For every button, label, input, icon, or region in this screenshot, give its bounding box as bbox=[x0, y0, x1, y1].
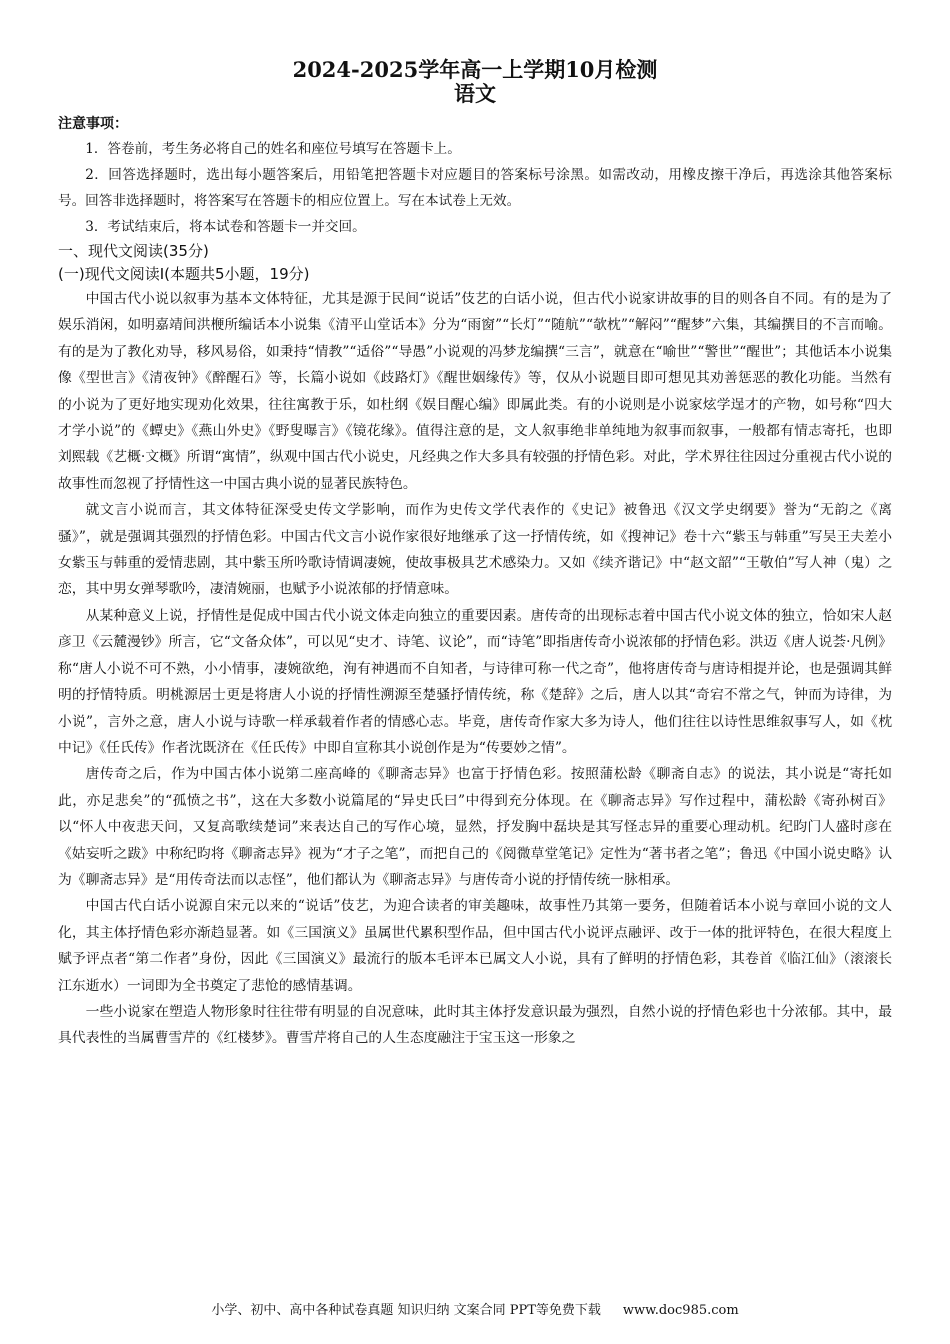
passage-paragraph: 从某种意义上说，抒情性是促成中国古代小说文体走向独立的重要因素。唐传奇的出现标志着中国古代小说文体的独立，恰如宋人赵彦卫《云麓漫钞》所言，它“文备众体”，可以见“史才、诗笔、议论”，而“诗笔”即指唐传奇小说浓郁的抒情色彩。洪迈《唐人说荟·凡例》称“唐人小说不可不熟，小小情事，凄婉欲绝，洵有神遇而不自知者，与诗律可称一代之奇”，他将唐传奇与唐诗相提并论，也是强调其鲜明的抒情特质。明桃源居士更是将唐人小说的抒情性溯源至楚骚抒情传统，称《楚辞》之后，唐人以其“奇宕不常之气，钟而为诗律，为小说”，言外之意，唐人小说与诗歌一样承载着作者的情感心志。毕竟，唐传奇作家大多为诗人，他们往往以诗性思维叙事写人，如《枕中记》《任氏传》作者沈既济在《任氏传》中即自宣称其小说创作是为“传要妙之情”。 bbox=[58, 607, 892, 756]
passage-paragraph: 中国古代白话小说源自宋元以来的“说话”伎艺，为迎合读者的审美趣味，故事性乃其第一要务，但随着话本小说与章回小说的文人化，其主体抒情色彩亦渐趋显著。如《三国演义》虽属世代累积型作品，但中国古代小说评点融评、改于一体的批评特色，在很大程度上赋予评点者“第二作者”身份，因此《三国演义》最流行的版本毛评本已属文人小说，具有了鲜明的抒情色彩，其卷首《临江仙》（滚滚长江东逝水）一词即为全书奠定了悲怆的感情基调。 bbox=[58, 898, 892, 994]
exam-page bbox=[58, 58, 892, 1052]
subsection-heading: (一)现代文阅读Ⅰ(本题共5小题，19分) bbox=[58, 265, 310, 283]
notice-item: 3．考试结束后，将本试卷和答题卡一并交回。 bbox=[85, 219, 366, 235]
notice-block bbox=[58, 112, 892, 240]
exam-subject: 语文 bbox=[454, 81, 496, 106]
notice-item: 2．回答选择题时，选出每小题答案后，用铅笔把答题卡对应题目的答案标号涂黑。如需改动，用橡皮擦干净后，再选涂其他答案标号。回答非选择题时，将答案写在答题卡的相应位置上。写在本试卷上无效。 bbox=[58, 167, 892, 209]
reading-passage bbox=[58, 286, 892, 1052]
exam-title: 2024-2025学年高一上学期10月检测 bbox=[292, 57, 658, 82]
footer-url[interactable]: www.doc985.com bbox=[622, 1303, 739, 1318]
passage-paragraph: 一些小说家在塑造人物形象时往往带有明显的自况意味，此时其主体抒发意识最为强烈，自然小说的抒情色彩也十分浓郁。其中，最具代表性的当属曹雪芹的《红楼梦》。曹雪芹将自己的人生态度融注于宝玉这一形象之 bbox=[58, 1003, 892, 1047]
section-heading: 一、现代文阅读(35分) bbox=[58, 242, 209, 260]
page-footer bbox=[0, 1302, 950, 1320]
notice-item: 1．答卷前，考生务必将自己的姓名和座位号填写在答题卡上。 bbox=[85, 141, 461, 157]
notice-heading: 注意事项： bbox=[58, 116, 128, 132]
passage-paragraph: 中国古代小说以叙事为基本文体特征，尤其是源于民间“说话”伎艺的白话小说，但古代小说家讲故事的目的则各自不同。有的是为了娱乐消闲，如明嘉靖间洪楩所编话本小说集《清平山堂话本》分为“雨窗”“长灯”“随航”“欹枕”“解闷”“醒梦”六集，其编撰目的不言而喻。有的是为了教化劝导，移风易俗，如秉持“情教”“适俗”“导愚”小说观的冯梦龙编撰“三言”，就意在“喻世”“警世”“醒世”；其他话本小说集像《型世言》《清夜钟》《醉醒石》等，长篇小说如《歧路灯》《醒世姻缘传》等，仅从小说题目即可想见其劝善惩恶的教化功能。当然有的小说为了更好地实现劝化效果，往往寓教于乐，如杜纲《娱目醒心编》即属此类。有的小说则是小说家炫学逞才的产物，如号称“四大才学小说”的《蟫史》《燕山外史》《野叟曝言》《镜花缘》。值得注意的是，文人叙事绝非单纯地为叙事而叙事，一般都有情志寄托，也即刘熙载《艺概·文概》所谓“寓情”，纵观中国古代小说史，凡经典之作大多具有较强的抒情色彩。对此，学术界往往因过分重视古代小说的故事性而忽视了抒情性这一中国古典小说的显著民族特色。 bbox=[58, 291, 892, 492]
footer-text: 小学、初中、高中各种试卷真题 知识归纳 文案合同 PPT等免费下载 bbox=[211, 1303, 601, 1318]
passage-paragraph: 就文言小说而言，其文体特征深受史传文学影响，而作为史传文学代表作的《史记》被鲁迅《汉文学史纲要》誉为“无韵之《离骚》”，就是强调其强烈的抒情色彩。中国古代文言小说作家很好地继承了这一抒情传统，如《搜神记》卷十六“紫玉与韩重”写吴王夫差小女紫玉与韩重的爱情悲剧，其中紫玉所吟歌诗情调凄婉，使故事极具艺术感染力。又如《续齐谐记》中“赵文韶”“王敬伯”写人神（鬼）之恋，其中男女弹琴歌吟，凄清婉丽，也赋予小说浓郁的抒情意味。 bbox=[58, 502, 892, 598]
passage-paragraph: 唐传奇之后，作为中国古体小说第二座高峰的《聊斋志异》也富于抒情色彩。按照蒲松龄《聊斋自志》的说法，其小说是“寄托如此，亦足悲矣”的“孤愤之书”，这在大多数小说篇尾的“异史氏曰”中得到充分体现。在《聊斋志异》写作过程中，蒲松龄《寄孙树百》以“怀人中夜悲天问，又复高歌续楚词”来表达自己的写作心境，显然，抒发胸中磊块是其写怪志异的重要心理动机。纪昀门人盛时彦在《姑妄听之跋》中称纪昀将《聊斋志异》视为“才子之笔”，而把自己的《阅微草堂笔记》定性为“著书者之笔”；鲁迅《中国小说史略》认为《聊斋志异》是“用传奇法而以志怪”，他们都认为《聊斋志异》与唐传奇小说的抒情传统一脉相承。 bbox=[58, 766, 892, 888]
